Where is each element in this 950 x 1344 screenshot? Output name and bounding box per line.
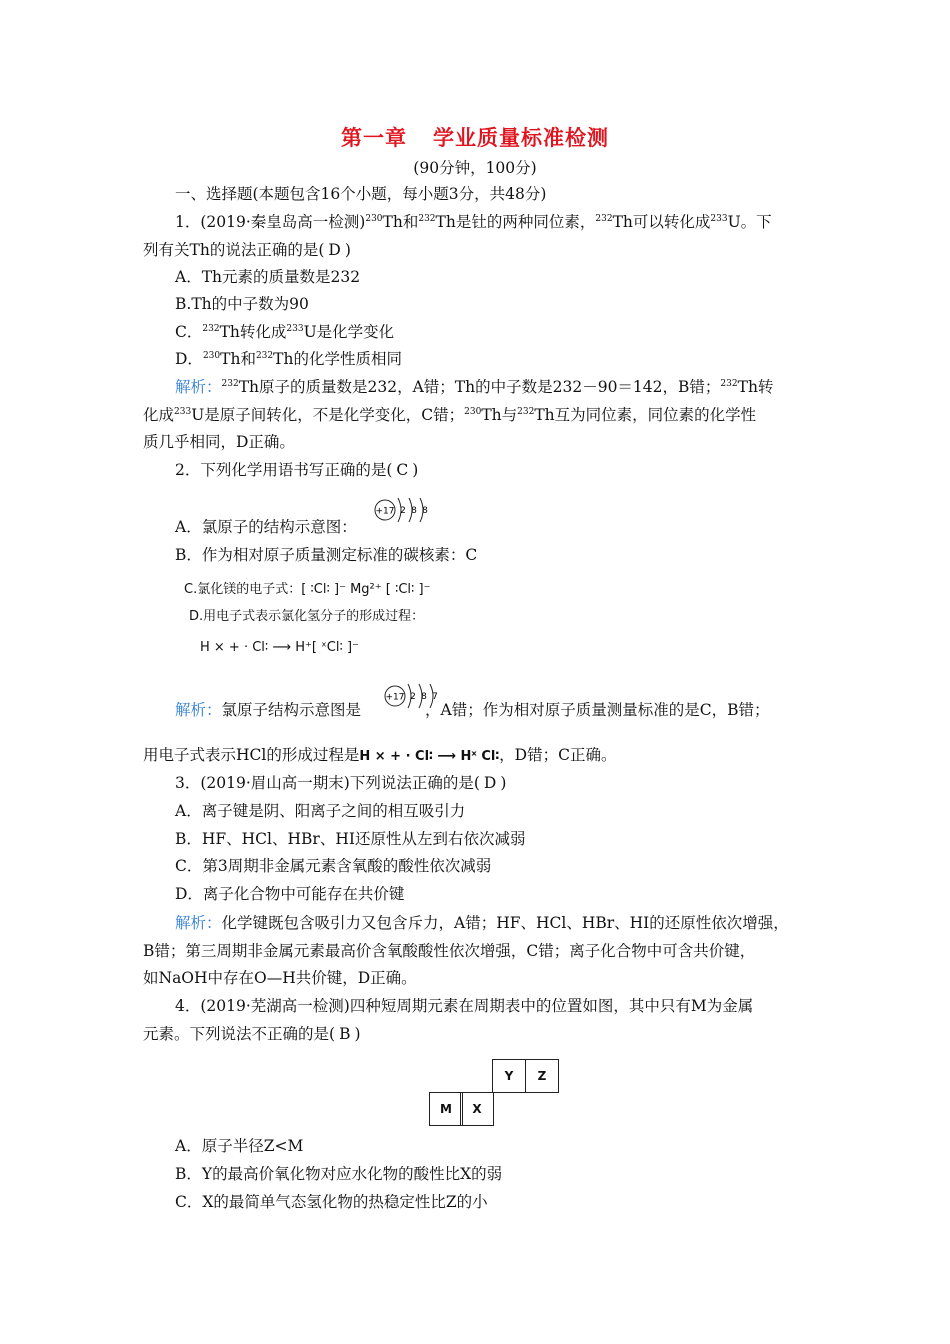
svg-text:+17: +17 [375, 506, 395, 517]
mgcl2-electron-formula: [ ∶Cl∶ ]⁻ Mg²⁺ [ ∶Cl∶ ]⁻ [301, 582, 431, 597]
svg-text:8: 8 [411, 506, 417, 516]
section-heading: 一、选择题(本题包含16个小题，每小题3分，共48分) [175, 185, 547, 203]
q3-explanation-line1: 解析：化学键既包含吸引力又包含斥力，A错；HF、HCl、HBr、HI的还原性依次增强， [175, 914, 789, 932]
q1-answer: D [328, 241, 341, 259]
q1-option-b: B.Th的中子数为90 [175, 295, 309, 313]
element-cell-m: M [429, 1092, 463, 1126]
q1-explanation-line3: 质几乎相同，D正确。 [143, 433, 295, 451]
chapter-label: 第一章 [341, 126, 407, 150]
q2-option-a: A．氯原子的结构示意图： [175, 518, 357, 536]
q1-option-d: D．$^{230}$Th和$^{232}$Th的化学性质相同 [175, 350, 402, 368]
q2-option-b: B．作为相对原子质量测定标准的碳核素：C [175, 546, 478, 564]
hcl-correct-formula: H × + · Cl∶ ⟶ Hˣ Cl∶ [359, 749, 500, 764]
page-title [0, 122, 950, 152]
subtitle: (90分钟，100分) [413, 159, 537, 177]
q4-option-b: B．Y的最高价氧化物对应水化物的酸性比X的弱 [175, 1165, 503, 1183]
svg-text:8: 8 [421, 692, 427, 702]
q4-stem-line1: 4．(2019·芜湖高一检测)四种短周期元素在周期表中的位置如图，其中只有M为金属 [175, 997, 754, 1015]
q1-explanation-line2: 化成$^{233}$U是原子间转化，不是化学变化，C错；$^{230}$Th与$^{232}$Th互为同位素，同位素的化学性 [143, 406, 757, 424]
q2-explanation-line2: 用电子式表示HCl的形成过程是H × + · Cl∶ ⟶ Hˣ Cl∶，D错；C正确。 [143, 746, 617, 764]
q1-stem-line2: 列有关Th的说法正确的是( D ) [143, 241, 351, 259]
q4-option-a: A．原子半径Z<M [175, 1137, 304, 1155]
element-cell-z: Z [525, 1059, 559, 1093]
q1-option-a: A．Th元素的质量数是232 [175, 268, 361, 286]
q4-answer: B [339, 1025, 351, 1043]
q4-stem-line2: 元素。下列说法不正确的是( B ) [143, 1025, 361, 1043]
q3-option-d: D．离子化合物中可能存在共价键 [175, 885, 405, 903]
svg-text:+17: +17 [385, 692, 405, 703]
q3-explanation-line2: B错；第三周期非金属元素最高价含氧酸酸性依次增强，C错；离子化合物中可含共价键， [143, 942, 756, 960]
hcl-formation-formula: H × + · Cl∶ ⟶ H⁺[ ˣCl∶ ]⁻ [200, 640, 359, 655]
q3-option-b: B．HF、HCl、HBr、HI还原性从左到右依次减弱 [175, 830, 526, 848]
q2-option-d: D.用电子式表示氯化氢分子的形成过程： [189, 609, 425, 624]
svg-text:8: 8 [422, 506, 428, 516]
element-cell-x: X [460, 1092, 494, 1126]
q3-stem: 3．(2019·眉山高一期末)下列说法正确的是( D ) [175, 774, 507, 792]
title-text: 学业质量标准检测 [433, 126, 609, 150]
q1-option-c: C．$^{232}$Th转化成$^{233}$U是化学变化 [175, 323, 395, 341]
q3-option-c: C．第3周期非金属元素含氧酸的酸性依次减弱 [175, 857, 492, 875]
q3-explanation-line3: 如NaOH中存在O—H共价键，D正确。 [143, 969, 417, 987]
svg-text:7: 7 [432, 692, 438, 702]
q2-explanation-line1: 解析：氯原子结构示意图是 ，A错；作为相对原子质量测量标准的是C，B错； [175, 701, 770, 719]
q4-option-c: C．X的最简单气态氢化物的热稳定性比Z的小 [175, 1193, 488, 1211]
chlorine-atom-diagram [372, 494, 434, 528]
q3-option-a: A．离子键是阴、阳离子之间的相互吸引力 [175, 802, 466, 820]
q1-explanation-line1: 解析：$^{232}$Th原子的质量数是232，A错；Th的中子数是232－90＝142，B错；$^{232}$Th转 [175, 378, 774, 396]
element-cell-y: Y [492, 1059, 526, 1093]
q1-stem-line1: 1．(2019·秦皇岛高一检测)$^{230}$Th和$^{232}$Th是钍的两种同位素，$^{232}$Th可以转化成$^{233}$U。下 [175, 213, 772, 231]
svg-text:2: 2 [410, 692, 416, 702]
q3-answer: D [483, 774, 497, 792]
svg-text:2: 2 [400, 506, 406, 516]
q2-answer: C [396, 461, 409, 479]
q2-option-c: C.氯化镁的电子式：[ ∶Cl∶ ]⁻ Mg²⁺ [ ∶Cl∶ ]⁻ [184, 582, 431, 597]
chlorine-atom-diagram-correct [382, 680, 444, 714]
q2-stem: 2．下列化学用语书写正确的是( C ) [175, 461, 419, 479]
